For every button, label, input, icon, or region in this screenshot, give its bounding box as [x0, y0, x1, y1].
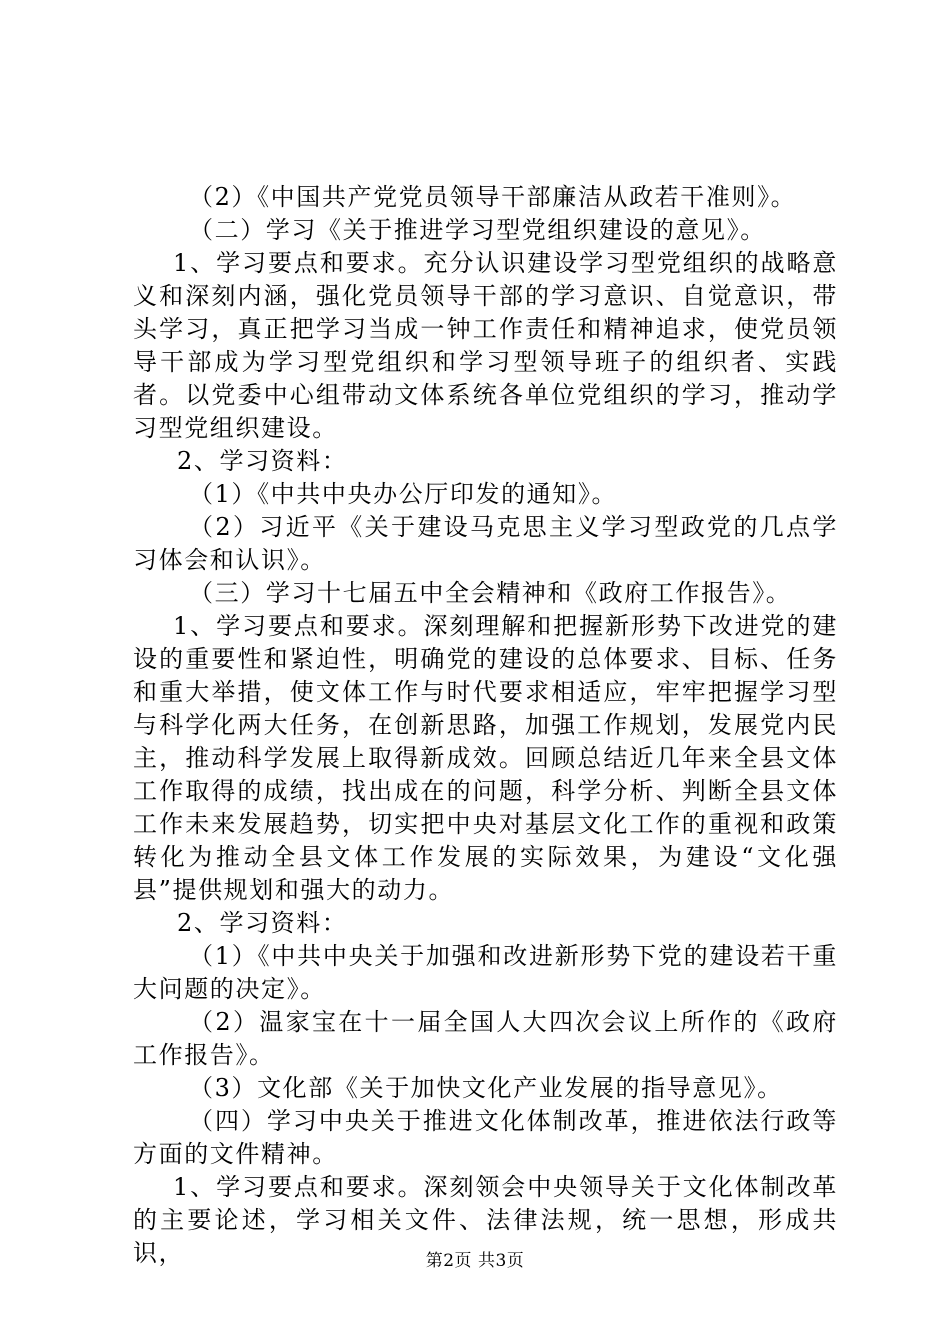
section-heading: （四）学习中央关于推进文化体制改革，推进依法行政等方面的文件精神。: [133, 1107, 838, 1168]
paragraph: （1）《中共中央关于加强和改进新形势下党的建设若干重大问题的决定》。: [133, 942, 838, 1003]
paragraph: （3）文化部《关于加快文化产业发展的指导意见》。: [189, 1074, 783, 1102]
paragraph: 1、学习要点和要求。充分认识建设学习型党组织的战略意义和深刻内涵，强化党员领导干部的学习意识、自觉意识，带头学习，真正把学习当成一钟工作责任和精神追求，使党员领导干部成为学习型党组织和学习型领导班子的组织者、实践者。以党委中心组带动文体系统各单位党组织的学习，推动学习型党组织建设。: [133, 249, 838, 442]
section-heading: （三）学习十七届五中全会精神和《政府工作报告》。: [189, 579, 792, 607]
page-number-footer: 第2页 共3页: [425, 1251, 525, 1271]
paragraph: （2）《中国共产党党员领导干部廉洁从政若干准则》。: [189, 183, 797, 211]
section-heading: （二）学习《关于推进学习型党组织建设的意见》。: [189, 216, 766, 244]
paragraph: 2、学习资料：: [177, 909, 348, 937]
paragraph: （2）习近平《关于建设马克思主义学习型政党的几点学习体会和认识》。: [133, 513, 838, 574]
paragraph: （1）《中共中央办公厅印发的通知》。: [189, 480, 618, 508]
document-body: [133, 181, 838, 1270]
paragraph: 1、学习要点和要求。深刻理解和把握新形势下改进党的建设的重要性和紧迫性，明确党的建设的总体要求、目标、任务和重大举措，使文体工作与时代要求相适应，牢牢把握学习型与科学化两大任务，在创新思路，加强工作规划，发展党内民主，推动科学发展上取得新成效。回顾总结近几年来全县文体工作取得的成绩，找出成在的问题，科学分析、判断全县文体工作未来发展趋势，切实把中央对基层文化工作的重视和政策转化为推动全县文体工作发展的实际效果，为建设“文化强县”提供规划和强大的动力。: [133, 612, 838, 904]
paragraph: 2、学习资料：: [177, 447, 348, 475]
paragraph: 1、学习要点和要求。深刻领会中央领导关于文化体制改革的主要论述，学习相关文件、法律法规，统一思想，形成共识，: [133, 1173, 838, 1267]
paragraph: （2）温家宝在十一届全国人大四次会议上所作的《政府工作报告》。: [133, 1008, 838, 1069]
